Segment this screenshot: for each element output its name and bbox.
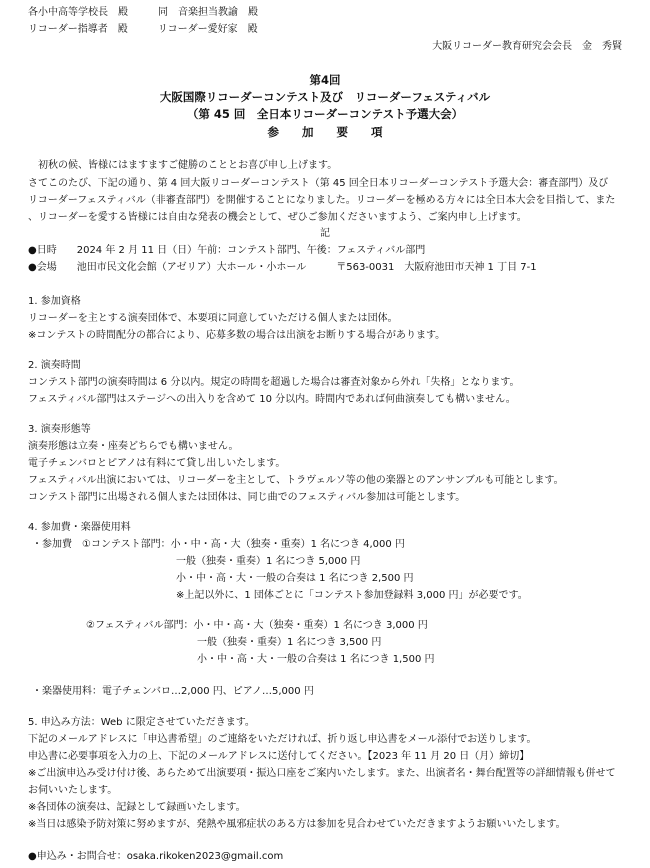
section-heading: 3. 演奏形態等 bbox=[28, 424, 91, 435]
fee-contest-line: 一般（独奏・重奏）1 名につき 5,000 円 bbox=[176, 556, 361, 567]
fee-festival-first: ②フェスティバル部門：小・中・高・大（独奏・重奏）1 名につき 3,000 円 bbox=[86, 620, 428, 631]
section-line: ※コンテストの時間配分の都合により、応募多数の場合は出演をお断りする場合があります。 bbox=[28, 330, 446, 341]
fee-contest-first: ・参加費 ①コンテスト部門：小・中・高・大（独奏・重奏）1 名につき 4,000 円 bbox=[32, 539, 405, 550]
address-line-2: リコーダー指導者 殿 リコーダー愛好家 殿 bbox=[28, 24, 258, 35]
title-sub: （第 45 回 全日本リコーダーコンテスト予選大会） bbox=[186, 107, 464, 121]
section-heading: 2. 演奏時間 bbox=[28, 360, 81, 371]
section-heading: 1. 参加資格 bbox=[28, 296, 81, 307]
section-line: 演奏形態は立奏・座奏どちらでも構いません。 bbox=[28, 441, 239, 452]
section-line: ※当日は感染予防対策に努めますが、発熱や風邪症状のある方は参加を見合わせていただきますようお願いいたします。 bbox=[28, 819, 566, 830]
title-main: 大阪国際リコーダーコンテスト及び リコーダーフェスティバル bbox=[159, 90, 491, 104]
intro-line: さてこのたび、下記の通り、第 4 回大阪リコーダーコンテスト（第 45 回全日本リコーダーコンテスト予選大会：審査部門）及び bbox=[28, 178, 609, 189]
section-line: ※各団体の演奏は、記録として録画いたします。 bbox=[28, 802, 246, 813]
fee-contest-line: 小・中・高・大・一般の合奏は 1 名につき 2,500 円 bbox=[176, 573, 414, 584]
event-date: ●日時 2024 年 2 月 11 日（日）午前：コンテスト部門、午後：フェスティバル部門 bbox=[28, 245, 426, 256]
section-line: リコーダーを主とする演奏団体で、本要項に同意していただける個人または団体。 bbox=[28, 313, 398, 324]
intro-line: 、リコーダーを愛する皆様には自由な発表の機会として、ぜひご参加くださいますよう、ご案内申し上げます。 bbox=[28, 212, 527, 223]
section-line: フェスティバル出演においては、リコーダーを主として、トラヴェルソ等の他の楽器とのアンサンブルも可能とします。 bbox=[28, 475, 564, 486]
section-line: コンテスト部門に出場される個人または団体は、同じ曲でのフェスティバル参加は可能とします。 bbox=[28, 492, 466, 503]
section-heading: 4. 参加費・楽器使用料 bbox=[28, 522, 131, 533]
section-line: 電子チェンバロとピアノは有料にて貸し出しいたします。 bbox=[28, 458, 286, 469]
section-line: 下記のメールアドレスに「申込書希望」のご連絡をいただければ、折り返し申込書をメール添付でお送りします。 bbox=[28, 734, 537, 745]
address-line-1: 各小中高等学校長 殿 同 音楽担当教諭 殿 bbox=[28, 7, 258, 18]
event-venue: ●会場 池田市民文化会館（アゼリア）大ホール・小ホール 〒563-0031 大阪府池田市天神 1 丁目 7-1 bbox=[28, 262, 537, 273]
intro-line: リコーダーフェスティバル（非審査部門）を開催することになりました。リコーダーを極める方々には全日本大会を目指して、また bbox=[28, 195, 616, 206]
title-edition: 第4回 bbox=[309, 73, 341, 87]
fee-festival-line: 小・中・高・大・一般の合奏は 1 名につき 1,500 円 bbox=[197, 654, 435, 665]
intro-line: 初秋の候、皆様にはますますご健勝のこととお喜び申し上げます。 bbox=[28, 160, 338, 171]
fee-contest-note: ※上記以外に、1 団体ごとに「コンテスト参加登録料 3,000 円」が必要です。 bbox=[176, 590, 528, 601]
section-line: コンテスト部門の演奏時間は 6 分以内。規定の時間を超過した場合は審査対象から外れ「失格」となります。 bbox=[28, 377, 520, 388]
section-line: 申込書に必要事項を入力の上、下記のメールアドレスに送付してください。【2023 年 11 月 20 日（月）締切】 bbox=[28, 751, 530, 762]
section-line: ※ご出演申込み受け付け後、あらためて出演要項・振込口座をご案内いたします。また、出演者名・舞台配置等の詳細情報も併せて bbox=[28, 768, 616, 779]
section-line: お伺いいたします。 bbox=[28, 785, 118, 796]
contact-line: ●申込み・お問合せ：osaka.rikoken2023@gmail.com bbox=[28, 851, 284, 862]
ki-marker: 記 bbox=[320, 228, 330, 239]
fee-festival-line: 一般（独奏・重奏）1 名につき 3,500 円 bbox=[197, 637, 382, 648]
section-line: フェスティバル部門はステージへの出入りを含めて 10 分以内。時間内であれば何曲演奏しても構いません。 bbox=[28, 394, 516, 405]
title-outline: 参 加 要 項 bbox=[267, 125, 383, 139]
sender-line: 大阪リコーダー教育研究会会長 金 秀賢 bbox=[432, 41, 622, 52]
section-heading: 5. 申込み方法：Web に限定させていただきます。 bbox=[28, 717, 255, 728]
instrument-fee: ・楽器使用料：電子チェンバロ…2,000 円、ピアノ…5,000 円 bbox=[32, 686, 314, 697]
